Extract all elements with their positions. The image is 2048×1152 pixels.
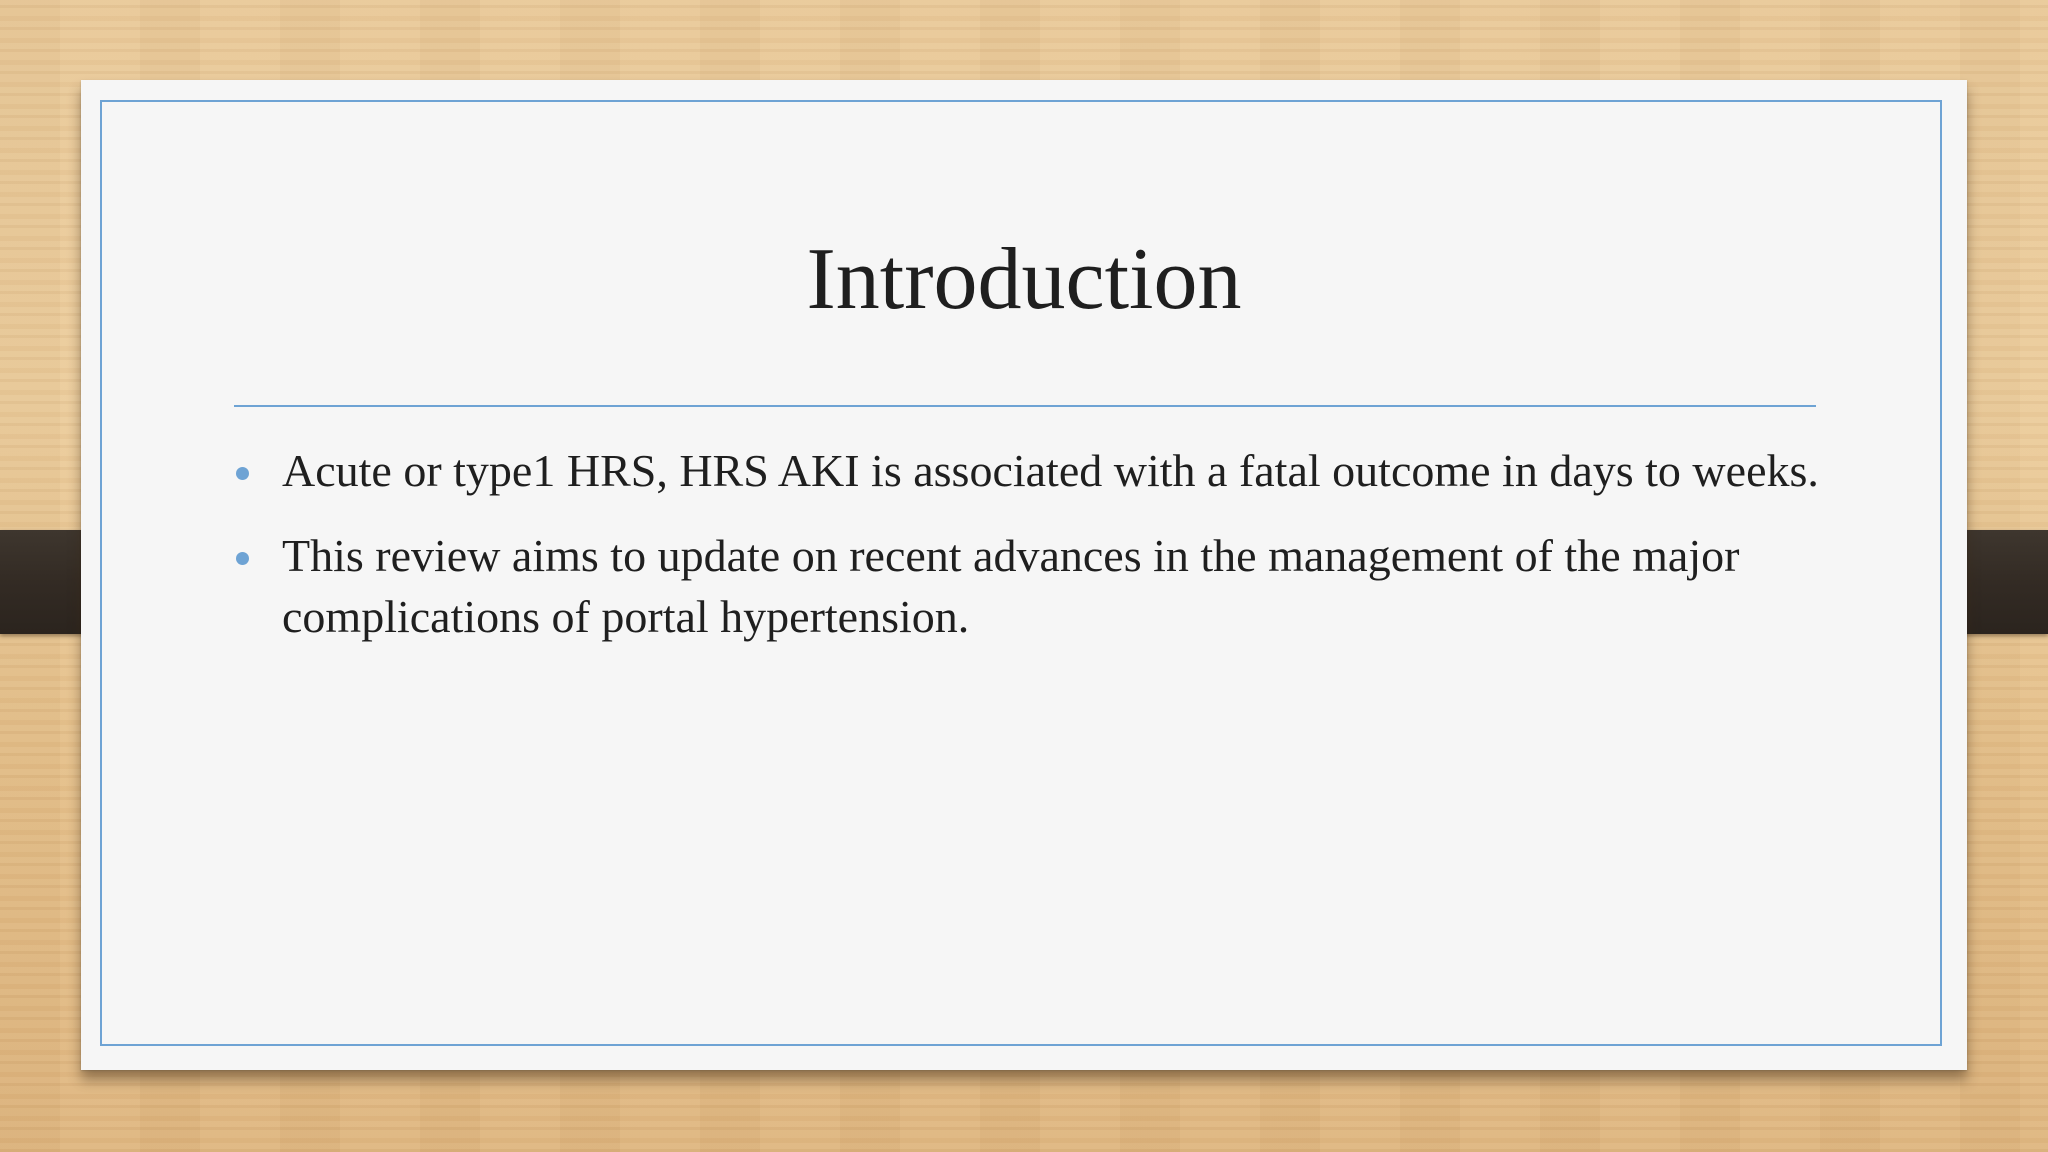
bullet-text: Acute or type1 HRS, HRS AKI is associated with a fatal outcome in days to weeks. xyxy=(282,445,1819,496)
bullet-dot-icon xyxy=(236,467,249,480)
slide-title: Introduction xyxy=(806,231,1242,328)
bullet-text: This review aims to update on recent advances in the management of the major complications of portal hypertension. xyxy=(282,530,1740,642)
bullet-dot-icon xyxy=(236,552,249,565)
slide-paper xyxy=(81,80,1967,1070)
bullet-item xyxy=(234,440,1834,501)
title-divider xyxy=(234,405,1816,407)
bullet-item xyxy=(234,525,1834,647)
bullet-list xyxy=(234,440,1834,671)
